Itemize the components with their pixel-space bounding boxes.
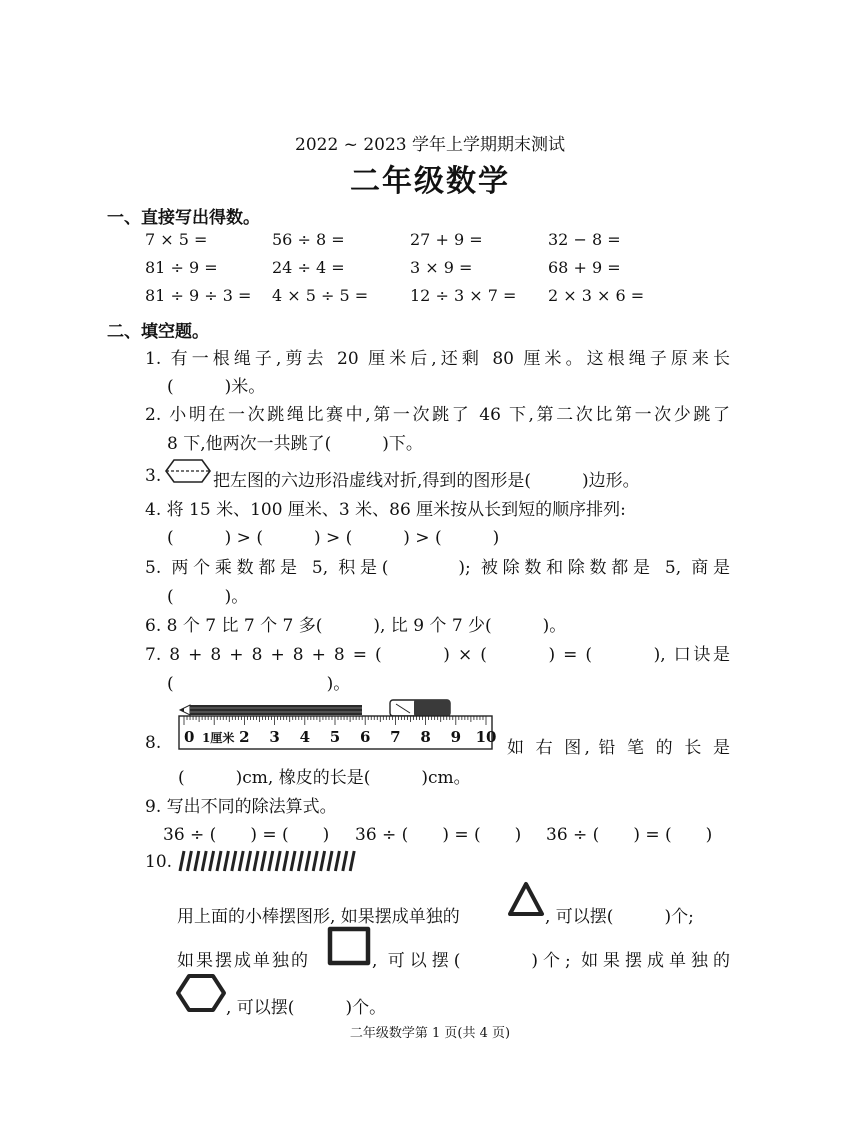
page-title: 二年级数学 <box>350 164 510 199</box>
triangle-icon <box>507 880 545 918</box>
question-2-line2: 8 下,他两次一共跳了( )下。 <box>167 434 423 454</box>
stick <box>269 851 273 871</box>
stick <box>328 851 332 871</box>
calc-item: 4 × 5 ÷ 5 = <box>272 286 369 305</box>
hexagon-icon <box>175 972 227 1014</box>
ruler-label: 0 <box>184 728 195 746</box>
question-10-line2a: 如果摆成单独的 <box>177 951 310 971</box>
eraser-icon <box>390 700 450 716</box>
stick <box>217 851 221 871</box>
question-10-line1a: 用上面的小棒摆图形, 如果摆成单独的 <box>177 907 460 927</box>
stick <box>254 851 258 871</box>
question-7-line1: 7. 8 + 8 + 8 + 8 + 8 = ( ) × ( ) = ( ), 口诀是 <box>145 645 730 665</box>
stick <box>239 851 243 871</box>
ruler-label: 6 <box>359 728 371 746</box>
question-10-line2b: , 可以摆( )个; 如果摆成单独的 <box>372 951 730 971</box>
question-4-line2: ( ) > ( ) > ( ) > ( ) <box>167 528 500 548</box>
ruler-label: 1厘米 <box>202 731 235 745</box>
ruler-label: 9 <box>450 728 462 746</box>
calc-item: 27 + 9 = <box>410 230 483 249</box>
stick <box>195 851 199 871</box>
stick <box>343 851 347 871</box>
stick <box>187 851 191 871</box>
stick <box>261 851 265 871</box>
division-item: 36 ÷ ( ) = ( ) <box>163 825 330 845</box>
stick <box>313 851 317 871</box>
question-9-label: 9. 写出不同的除法算式。 <box>145 797 337 817</box>
question-5-line1: 5. 两个乘数都是 5, 积是( ); 被除数和除数都是 5, 商是 <box>145 558 730 578</box>
stick <box>335 851 339 871</box>
calc-item: 56 ÷ 8 = <box>272 230 345 249</box>
calc-item: 68 + 9 = <box>548 258 621 277</box>
division-item: 36 ÷ ( ) = ( ) <box>355 825 522 845</box>
stick <box>276 851 280 871</box>
question-8-text1: 如 右 图, 铅 笔 的 长 是 <box>507 738 730 758</box>
stick <box>232 851 236 871</box>
sticks-figure <box>176 848 358 874</box>
question-3-text: 把左图的六边形沿虚线对折,得到的图形是( )边形。 <box>213 471 640 491</box>
question-4-line1: 4. 将 15 米、100 厘米、3 米、86 厘米按从长到短的顺序排列: <box>145 500 626 520</box>
question-10-line3: , 可以摆( )个。 <box>226 998 387 1018</box>
section1-heading: 一、直接写出得数。 <box>107 208 260 228</box>
square-icon <box>326 925 372 967</box>
question-8-text2: ( )cm, 橡皮的长是( )cm。 <box>178 768 471 788</box>
stick <box>284 851 288 871</box>
question-1-line1: 1. 有一根绳子,剪去 20 厘米后,还剩 80 厘米。这根绳子原来长 <box>145 349 730 369</box>
stick <box>180 851 184 871</box>
stick <box>350 851 354 871</box>
stick <box>291 851 295 871</box>
question-3-number: 3. <box>145 466 162 486</box>
question-1-line2: ( )米。 <box>167 377 266 397</box>
question-10-line1b: , 可以摆( )个; <box>545 907 694 927</box>
question-7-line2: ( )。 <box>167 674 351 694</box>
calc-item: 7 × 5 = <box>145 230 208 249</box>
exam-subtitle: 2022 ~ 2023 学年上学期期末测试 <box>295 135 565 155</box>
ruler-label: 2 <box>239 728 250 746</box>
stick <box>306 851 310 871</box>
page-footer: 二年级数学第 1 页(共 4 页) <box>349 1026 511 1041</box>
stick <box>202 851 206 871</box>
stick <box>247 851 251 871</box>
stick <box>210 851 214 871</box>
calc-item: 81 ÷ 9 ÷ 3 = <box>145 286 252 305</box>
stick <box>298 851 302 871</box>
pencil-icon <box>180 705 362 715</box>
calc-item: 3 × 9 = <box>410 258 473 277</box>
question-10-number: 10. <box>145 852 173 872</box>
ruler-label: 7 <box>390 728 401 746</box>
division-item: 36 ÷ ( ) = ( ) <box>546 825 713 845</box>
ruler-label: 10 <box>475 728 497 746</box>
question-5-line2: ( )。 <box>167 587 249 607</box>
calc-item: 81 ÷ 9 = <box>145 258 218 277</box>
ruler-label: 3 <box>269 728 280 746</box>
calc-item: 24 ÷ 4 = <box>272 258 345 277</box>
calc-item: 12 ÷ 3 × 7 = <box>410 286 517 305</box>
question-6: 6. 8 个 7 比 7 个 7 多( ), 比 9 个 7 少( )。 <box>145 616 567 636</box>
stick <box>321 851 325 871</box>
calc-item: 32 − 8 = <box>548 230 621 249</box>
calc-item: 2 × 3 × 6 = <box>548 286 645 305</box>
question-8-number: 8. <box>145 733 162 753</box>
ruler-figure <box>176 695 496 751</box>
section2-heading: 二、填空题。 <box>107 322 209 342</box>
hexagon-fold-icon <box>164 456 212 486</box>
question-2-line1: 2. 小明在一次跳绳比赛中,第一次跳了 46 下,第二次比第一次少跳了 <box>145 405 730 425</box>
ruler-label: 5 <box>329 728 341 746</box>
ruler-label: 4 <box>299 728 311 746</box>
stick <box>224 851 228 871</box>
ruler-label: 8 <box>420 728 431 746</box>
